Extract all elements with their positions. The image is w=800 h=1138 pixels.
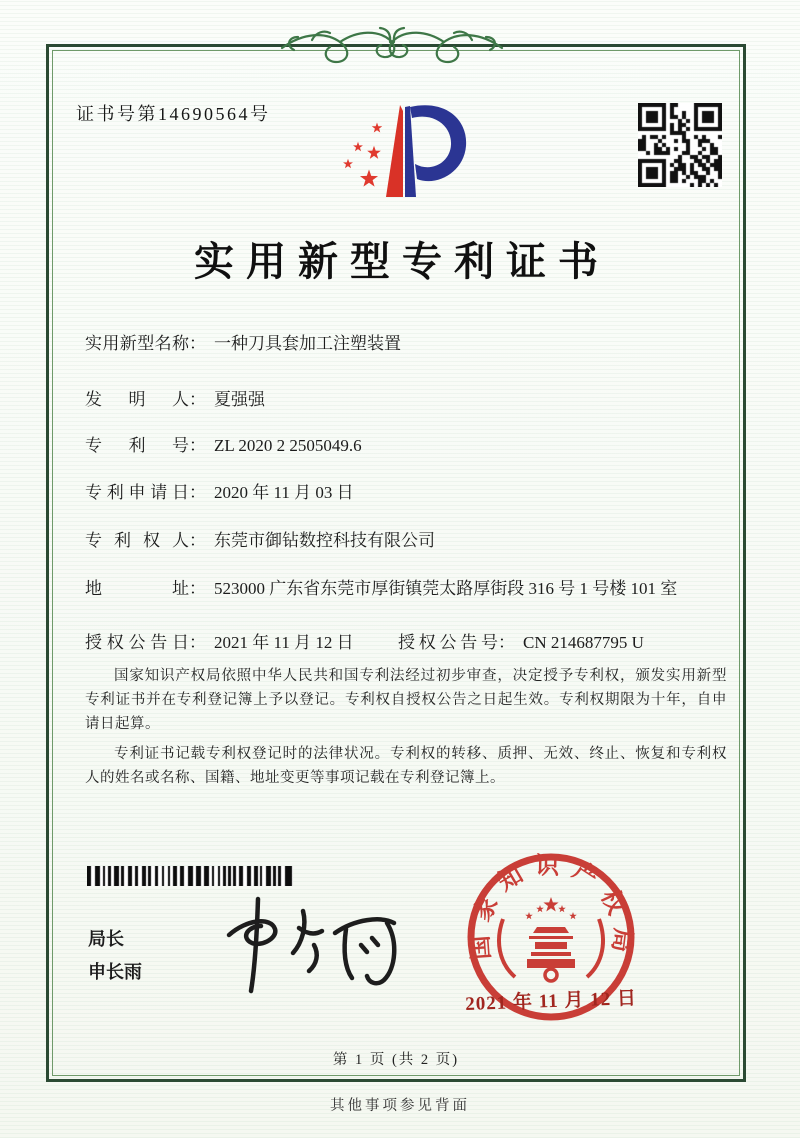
field-value: 2021 年 11 月 12 日 — [214, 633, 354, 652]
director-name: 申长雨 — [88, 962, 142, 982]
logo-stars — [343, 123, 382, 187]
field-colon: ： — [189, 436, 206, 455]
field-label: 专利权人 — [85, 531, 189, 550]
field-colon: ： — [189, 633, 206, 652]
cnipa-logo-icon — [325, 98, 490, 206]
qr-code-icon — [638, 103, 722, 187]
barcode-icon — [87, 866, 293, 886]
field-patent-no — [85, 432, 730, 459]
seal-date: 2021 年 11 月 12 日 — [464, 988, 638, 1015]
field-value: 一种刀具套加工注塑装置 — [214, 334, 401, 353]
national-emblem — [499, 897, 603, 981]
page-number: 第 1 页 (共 2 页) — [332, 1052, 460, 1068]
field-colon: ： — [498, 633, 515, 652]
field-value: ZL 2020 2 2505049.6 — [214, 436, 362, 455]
field-grant-date — [85, 629, 730, 656]
legal-paragraph: 专利证书记载专利权登记时的法律状况。专利权的转移、质押、无效、终止、恢复和专利权人的姓名或名称、国籍、地址变更等事项记载在专利登记簿上。 — [85, 746, 727, 786]
field-label: 地址 — [85, 579, 189, 598]
director-signature-icon — [195, 893, 405, 998]
field-name — [85, 330, 730, 357]
certificate-title: 实用新型专利证书 — [194, 239, 610, 284]
field-colon: ： — [189, 579, 206, 598]
logo-blue-p — [405, 105, 466, 197]
field-colon: ： — [189, 390, 206, 409]
field-value: 2020 年 11 月 03 日 — [214, 483, 354, 502]
legal-paragraph: 国家知识产权局依照中华人民共和国专利法经过初步审查，决定授予专利权，颁发实用新型专利证书并在专利登记簿上予以登记。专利权自授权公告之日起生效。专利权期限为十年，自申请日起算。 — [85, 668, 727, 732]
field-value: CN 214687795 U — [523, 633, 644, 652]
field-label: 授权公告日 — [85, 633, 189, 652]
legal-text — [85, 664, 727, 796]
certificate-number: 证书号第14690564号 — [76, 104, 271, 124]
field-value: 夏强强 — [214, 390, 265, 409]
field-label: 实用新型名称 — [85, 334, 189, 353]
field-colon: ： — [189, 483, 206, 502]
field-patentee — [85, 527, 730, 554]
field-colon: ： — [189, 334, 206, 353]
field-value: 523000 广东省东莞市厚街镇莞太路厚街段 316 号 1 号楼 101 室 — [214, 579, 678, 598]
field-value: 东莞市御钻数控科技有限公司 — [214, 531, 435, 550]
seal-text: 国家知识产权局 — [466, 853, 636, 965]
field-colon: ： — [189, 531, 206, 550]
logo-red-wedge — [386, 105, 403, 197]
field-label: 授权公告号 — [398, 633, 498, 652]
field-address — [85, 575, 730, 602]
director-title: 局长 — [88, 929, 124, 949]
floral-ornament-icon — [272, 20, 512, 72]
field-label: 发明人 — [85, 390, 189, 409]
field-grant-number — [398, 629, 644, 656]
field-filing-date — [85, 479, 730, 506]
back-note: 其他事项参见背面 — [330, 1098, 470, 1114]
field-label: 专利号 — [85, 436, 189, 455]
field-inventor — [85, 386, 730, 413]
field-label: 专利申请日 — [85, 483, 189, 502]
